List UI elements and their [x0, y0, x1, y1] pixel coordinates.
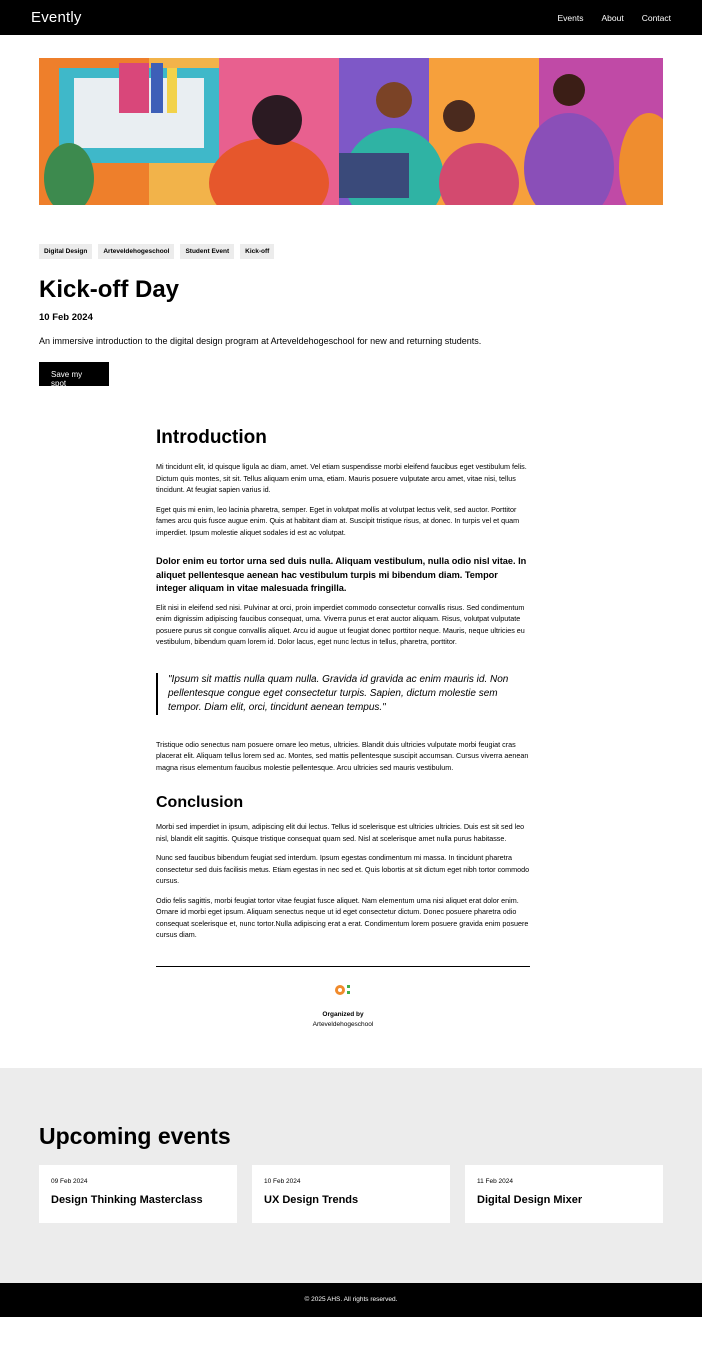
event-card-title: Digital Design Mixer [477, 1193, 583, 1206]
paragraph: Odio felis sagittis, morbi feugiat tortor vitae feugiat fusce aliquet. Nam elementum urna nisi aliquet erat dolor enim. Ornare id morbi eget ipsum. Aliquam senectus neque ut id eget consectetur dictum. Donec posuere pharetra odio consequat scelerisque et, nunc tortor.Nulla adipiscing erat a erat. Condimentum lorem posuere gravida enim posuere cursus diam. [156, 895, 529, 939]
hero-image [39, 58, 663, 205]
intro-heading: Introduction [156, 427, 267, 448]
tag-student-event[interactable]: Student Event [180, 244, 234, 259]
tag-arteveldehogeschool[interactable]: Arteveldehogeschool [98, 244, 174, 259]
event-card-date: 11 Feb 2024 [477, 1177, 514, 1185]
paragraph: Tristique odio senectus nam posuere ornare leo metus, ultricies. Blandit duis ultricies vulputate morbi feugiat cras placerat elit. Aliquam tellus lorem sed ac. Montes, sed mattis pellentesque suscipit accumsan. Cursus viverra aenean magna risus elementum faucibus molestie pellentesque. Arcu ultricies sed mauris vestibulum. [156, 739, 529, 772]
paragraph: Morbi sed imperdiet in ipsum, adipiscing elit dui lectus. Tellus id scelerisque est ultricies ultricies. Duis est sit sed leo nisl, blandit elit sagittis. Quisque tristique consequat quam sed. Nisl at scelerisque amet nulla purus habitasse. [156, 822, 525, 843]
paragraph: Mi tincidunt elit, id quisque ligula ac diam, amet. Vel etiam suspendisse morbi eleifend faucibus eget vestibulum felis. Dictum quis montes, sit sit. Tellus aliquam enim urna, etiam. Mauris posuere vulputate arcu amet, vitae nisi, tellus tincidunt. At feugiat sapien varius id. [156, 462, 527, 494]
organizer-block [156, 983, 530, 1028]
site-logo[interactable]: Evently [31, 9, 82, 26]
event-date: 10 Feb 2024 [39, 312, 93, 323]
organizer-label: Organized by [322, 1010, 364, 1018]
upcoming-events-section [0, 1068, 702, 1283]
divider [156, 966, 530, 967]
event-card[interactable] [465, 1165, 663, 1223]
event-cards [39, 1165, 663, 1223]
paragraph: Nunc sed faucibus bibendum feugiat sed interdum. Ipsum egestas condimentum mi massa. In tincidunt pharetra consectetur sed duis facilisis metus. Etiam egestas in nec sed et. Quis lobortis at sit dictum eget nibh tortor commodo cursus. [156, 853, 530, 885]
nav-links [557, 13, 671, 23]
upcoming-heading: Upcoming events [39, 1122, 231, 1149]
event-card-date: 10 Feb 2024 [264, 1177, 301, 1185]
organizer-name: Arteveldehogeschool [312, 1020, 374, 1028]
event-description: An immersive introduction to the digital design program at Arteveldehogeschool for new and returning students. [39, 336, 482, 346]
nav-link-events[interactable]: Events [557, 12, 584, 23]
tag-kick-off[interactable]: Kick-off [240, 244, 274, 259]
event-card-title: Design Thinking Masterclass [51, 1193, 203, 1206]
bold-lead-paragraph: Dolor enim eu tortor urna sed duis nulla. Aliquam vestibulum, nulla odio nisl vitae. In aliquet pellentesque aenean hac vestibulum turpis mi bibendum diam. Tempor integer aliquam in vitae malesuada fringilla. [156, 556, 527, 593]
paragraph: Elit nisi in eleifend sed nisi. Pulvinar at orci, proin imperdiet commodo consectetur convallis risus. Sed condimentum enim dignissim adipiscing faucibus consequat, urna. Viverra purus et erat auctor aliquam. Risus, volutpat vulputate posuere purus sit congue convallis aliquet. Arcu id augue ut feugiat donec porttitor neque. Mauris, neque ultricies eu vestibulum, bibendum quam lorem id. Dolor lacus, eget nunc lectus in tellus, pharetra, porttitor. [156, 602, 525, 646]
event-article [156, 427, 530, 1028]
blockquote: "Ipsum sit mattis nulla quam nulla. Gravida id gravida ac enim mauris id. Non pellentesque congue eget consectetur turpis. Sapien, dictum molestie sem tempor. Diam elit, orci, tincidunt aenean tempus." [156, 673, 530, 715]
event-card[interactable] [39, 1165, 237, 1223]
conclusion-heading: Conclusion [156, 794, 244, 811]
copyright-text: © 2025 AHS. All rights reserved. [304, 1296, 398, 1303]
event-card-date: 09 Feb 2024 [51, 1177, 88, 1185]
event-title: Kick-off Day [39, 276, 180, 303]
paragraph: Eget quis mi enim, leo lacinia pharetra, semper. Eget in volutpat mollis at volutpat lectus velit, sed auctor. Porttitor fames arcu quis fusce augue enim. Quis at habitant diam at. Suscipit tristique risus, at donec. In turpis vel et quam imperdiet. Ipsum molestie aliquet sodales id est ac volutpat. [156, 504, 520, 537]
nav-link-contact[interactable]: Contact [641, 12, 671, 23]
hero-illustration [39, 58, 663, 205]
save-spot-button[interactable]: Save my spot [39, 362, 109, 386]
top-nav [0, 0, 702, 35]
nav-link-about[interactable]: About [601, 12, 624, 23]
tag-digital-design[interactable]: Digital Design [39, 244, 92, 259]
event-tags [39, 244, 702, 259]
event-card-title: UX Design Trends [264, 1193, 359, 1206]
event-card[interactable] [252, 1165, 450, 1223]
organizer-logo-icon [334, 983, 352, 997]
site-footer [0, 1283, 702, 1317]
